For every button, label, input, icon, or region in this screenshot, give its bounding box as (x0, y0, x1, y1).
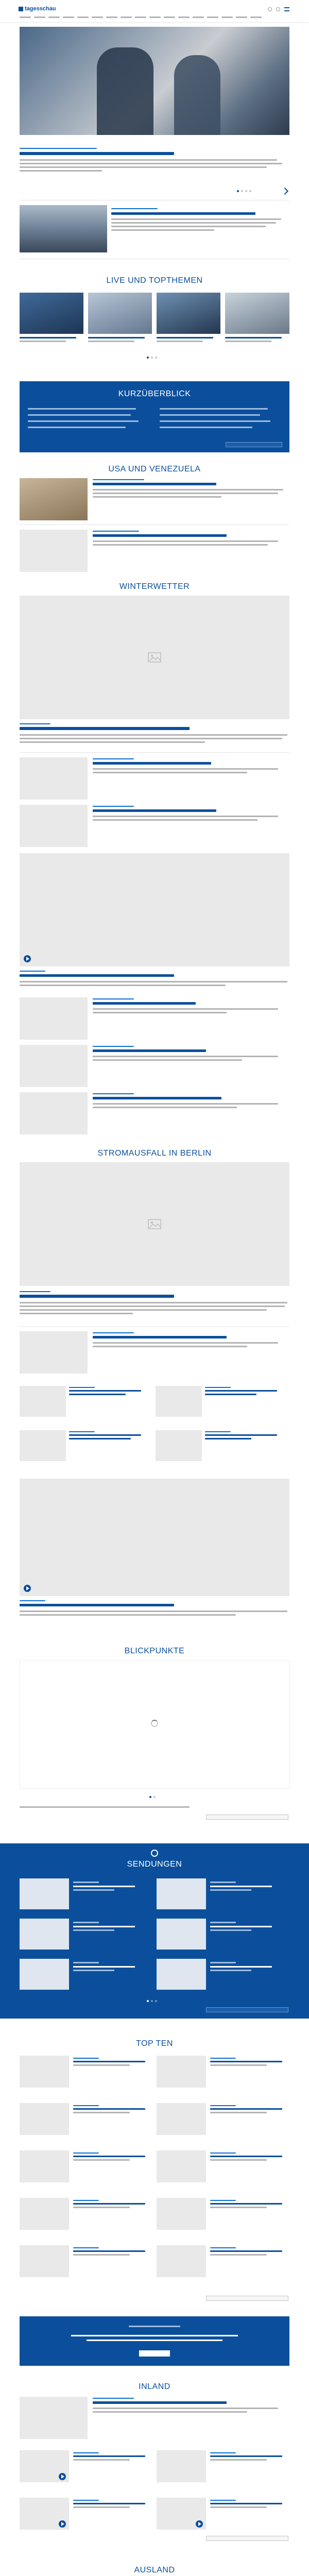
section-title-stromausfall: STROMAUSFALL IN BERLIN (97, 1149, 212, 1158)
berlin-grid-image[interactable] (20, 1386, 66, 1417)
section-title-ausland: AUSLAND (134, 2566, 175, 2574)
section-title-sendungen: SENDUNGEN (127, 1860, 182, 1869)
blickpunkte-more-button[interactable] (206, 1815, 288, 1820)
inland-grid-image[interactable] (157, 2498, 206, 2530)
nav-item[interactable] (48, 16, 60, 18)
winter-video-image[interactable] (20, 853, 289, 967)
winter-teaser-image[interactable] (20, 1092, 88, 1134)
nav-item[interactable] (207, 16, 218, 18)
inland-grid-image[interactable] (20, 2450, 69, 2482)
winter-teaser-text (93, 1046, 288, 1061)
topten-grid (20, 2056, 289, 2298)
topten-image[interactable] (157, 2150, 206, 2182)
lead-image-figure-right (174, 55, 220, 135)
sendung-image[interactable] (20, 1959, 69, 1990)
menu-icon[interactable] (284, 7, 289, 11)
lead-teaser-text (20, 159, 289, 172)
inland-lead-text (93, 2398, 288, 2413)
nav-item[interactable] (164, 16, 175, 18)
second-teaser-image[interactable] (20, 205, 107, 252)
berlin-grid-image[interactable] (156, 1430, 202, 1461)
section-title-topten: TOP TEN (136, 2039, 173, 2048)
topten-image[interactable] (20, 2198, 69, 2230)
nav-item[interactable] (121, 16, 132, 18)
topten-image[interactable] (157, 2103, 206, 2135)
nav-item[interactable] (20, 16, 31, 18)
sendungen-box (0, 1843, 309, 2019)
sendungen-pager (147, 2000, 162, 2003)
nav-item[interactable] (92, 16, 103, 18)
section-title-blickpunkte: BLICKPUNKTE (124, 1647, 185, 1655)
berlin-video-image[interactable] (20, 1479, 289, 1596)
topten-image[interactable] (157, 2056, 206, 2088)
sendung-image[interactable] (157, 1959, 206, 1990)
berlin-grid (20, 1386, 289, 1473)
topthemen-card[interactable] (157, 293, 220, 334)
user-icon[interactable] (276, 7, 280, 11)
winter-teaser-image[interactable] (20, 997, 88, 1040)
section-title-live: LIVE UND TOPTHEMEN (106, 276, 203, 285)
winter-teaser-text (93, 998, 288, 1013)
play-icon[interactable] (24, 955, 31, 962)
play-icon[interactable] (24, 1585, 31, 1592)
nav-item[interactable] (250, 16, 262, 18)
nav-item[interactable] (221, 16, 233, 18)
nav-item[interactable] (178, 16, 190, 18)
nav-item[interactable] (106, 16, 117, 18)
promo-banner[interactable] (20, 2316, 289, 2366)
promo-banner-button[interactable] (139, 2350, 170, 2357)
second-teaser-kicker (111, 208, 158, 209)
topthemen-card[interactable] (88, 293, 152, 334)
second-teaser-text (111, 218, 286, 231)
kurzueberblick-box (20, 381, 289, 452)
play-icon[interactable] (196, 2520, 203, 2528)
nav-item[interactable] (77, 16, 89, 18)
winter-teaser-text (93, 1093, 288, 1108)
section-title-winterwetter: WINTERWETTER (119, 582, 190, 591)
berlin-lead-image[interactable] (20, 1162, 289, 1286)
inland-grid-image[interactable] (20, 2498, 69, 2530)
winter-video-text (20, 971, 289, 986)
nav-item[interactable] (135, 16, 146, 18)
winter-teaser-image[interactable] (20, 757, 88, 800)
kurzueberblick-more-button[interactable] (226, 442, 282, 447)
lead-headline-line[interactable] (20, 152, 174, 155)
section-title-kurzueberblick: KURZÜBERBLICK (118, 389, 191, 398)
nav-item[interactable] (149, 16, 161, 18)
winter-teaser-text (93, 806, 288, 821)
main-navigation (20, 16, 287, 20)
second-teaser-headline[interactable] (111, 212, 255, 215)
lead-teaser[interactable] (20, 27, 289, 145)
topten-more-button[interactable] (206, 2296, 288, 2301)
lead-arrow-icon[interactable] (281, 188, 288, 195)
topten-image[interactable] (20, 2103, 69, 2135)
inland-grid (20, 2450, 289, 2548)
topten-image[interactable] (157, 2198, 206, 2230)
venezuela-second-text (93, 531, 288, 546)
topten-image[interactable] (157, 2245, 206, 2277)
image-placeholder-icon (148, 1219, 161, 1229)
venezuela-lead-image[interactable] (20, 478, 88, 520)
topthemen-pager (147, 357, 162, 360)
inland-lead-image[interactable] (20, 2397, 88, 2439)
sendungen-more-button[interactable] (206, 2007, 288, 2012)
logo-text[interactable]: tagesschau (25, 6, 56, 12)
nav-item[interactable] (63, 16, 74, 18)
play-icon[interactable] (59, 2473, 66, 2480)
topthemen-carousel (20, 293, 289, 349)
sendung-image[interactable] (157, 1919, 206, 1950)
berlin-teaser-image[interactable] (20, 1331, 88, 1374)
nav-item[interactable] (34, 16, 45, 18)
topten-image[interactable] (20, 2056, 69, 2088)
section-title-inland: INLAND (139, 2382, 170, 2391)
blickpunkte-pager (149, 1796, 160, 1799)
lead-image (20, 27, 289, 135)
section-title-usa: USA UND VENEZUELA (108, 465, 201, 473)
winter-lead-text (20, 723, 289, 743)
winter-teaser-image[interactable] (20, 805, 88, 847)
image-placeholder-icon (148, 652, 161, 663)
nav-item[interactable] (236, 16, 247, 18)
lead-image-figure-left (97, 47, 153, 135)
sendung-image[interactable] (20, 1919, 69, 1950)
kurzueberblick-list-right (160, 408, 278, 428)
berlin-grid-image[interactable] (20, 1430, 66, 1461)
logo-icon[interactable] (19, 7, 23, 11)
blickpunkte-carousel (20, 1660, 289, 1789)
topthemen-card[interactable] (225, 293, 289, 334)
venezuela-lead-text (93, 479, 288, 498)
berlin-teaser-text (93, 1332, 288, 1347)
search-icon[interactable] (268, 7, 272, 11)
play-icon[interactable] (59, 2520, 66, 2528)
winter-teaser-text (93, 758, 288, 773)
sendung-image[interactable] (157, 1878, 206, 1909)
topthemen-card[interactable] (20, 293, 83, 334)
topten-image[interactable] (20, 2245, 69, 2277)
venezuela-second-image[interactable] (20, 530, 88, 572)
kurzueberblick-list-left (28, 408, 146, 428)
nav-item[interactable] (193, 16, 204, 18)
lead-kicker (20, 148, 97, 149)
berlin-video-text (20, 1600, 289, 1616)
sendung-image[interactable] (20, 1878, 69, 1909)
winter-lead-image[interactable] (20, 596, 289, 719)
lead-pager (237, 190, 278, 193)
berlin-lead-text (20, 1291, 289, 1314)
berlin-grid-image[interactable] (156, 1386, 202, 1417)
site-header (0, 0, 309, 23)
loading-spinner-icon (151, 1720, 158, 1727)
inland-more-button[interactable] (206, 2536, 288, 2541)
sendungen-logo-icon (151, 1850, 158, 1857)
blickpunkte-footer (20, 1806, 289, 1808)
winter-teaser-image[interactable] (20, 1045, 88, 1087)
topten-image[interactable] (20, 2150, 69, 2182)
inland-grid-image[interactable] (157, 2450, 206, 2482)
